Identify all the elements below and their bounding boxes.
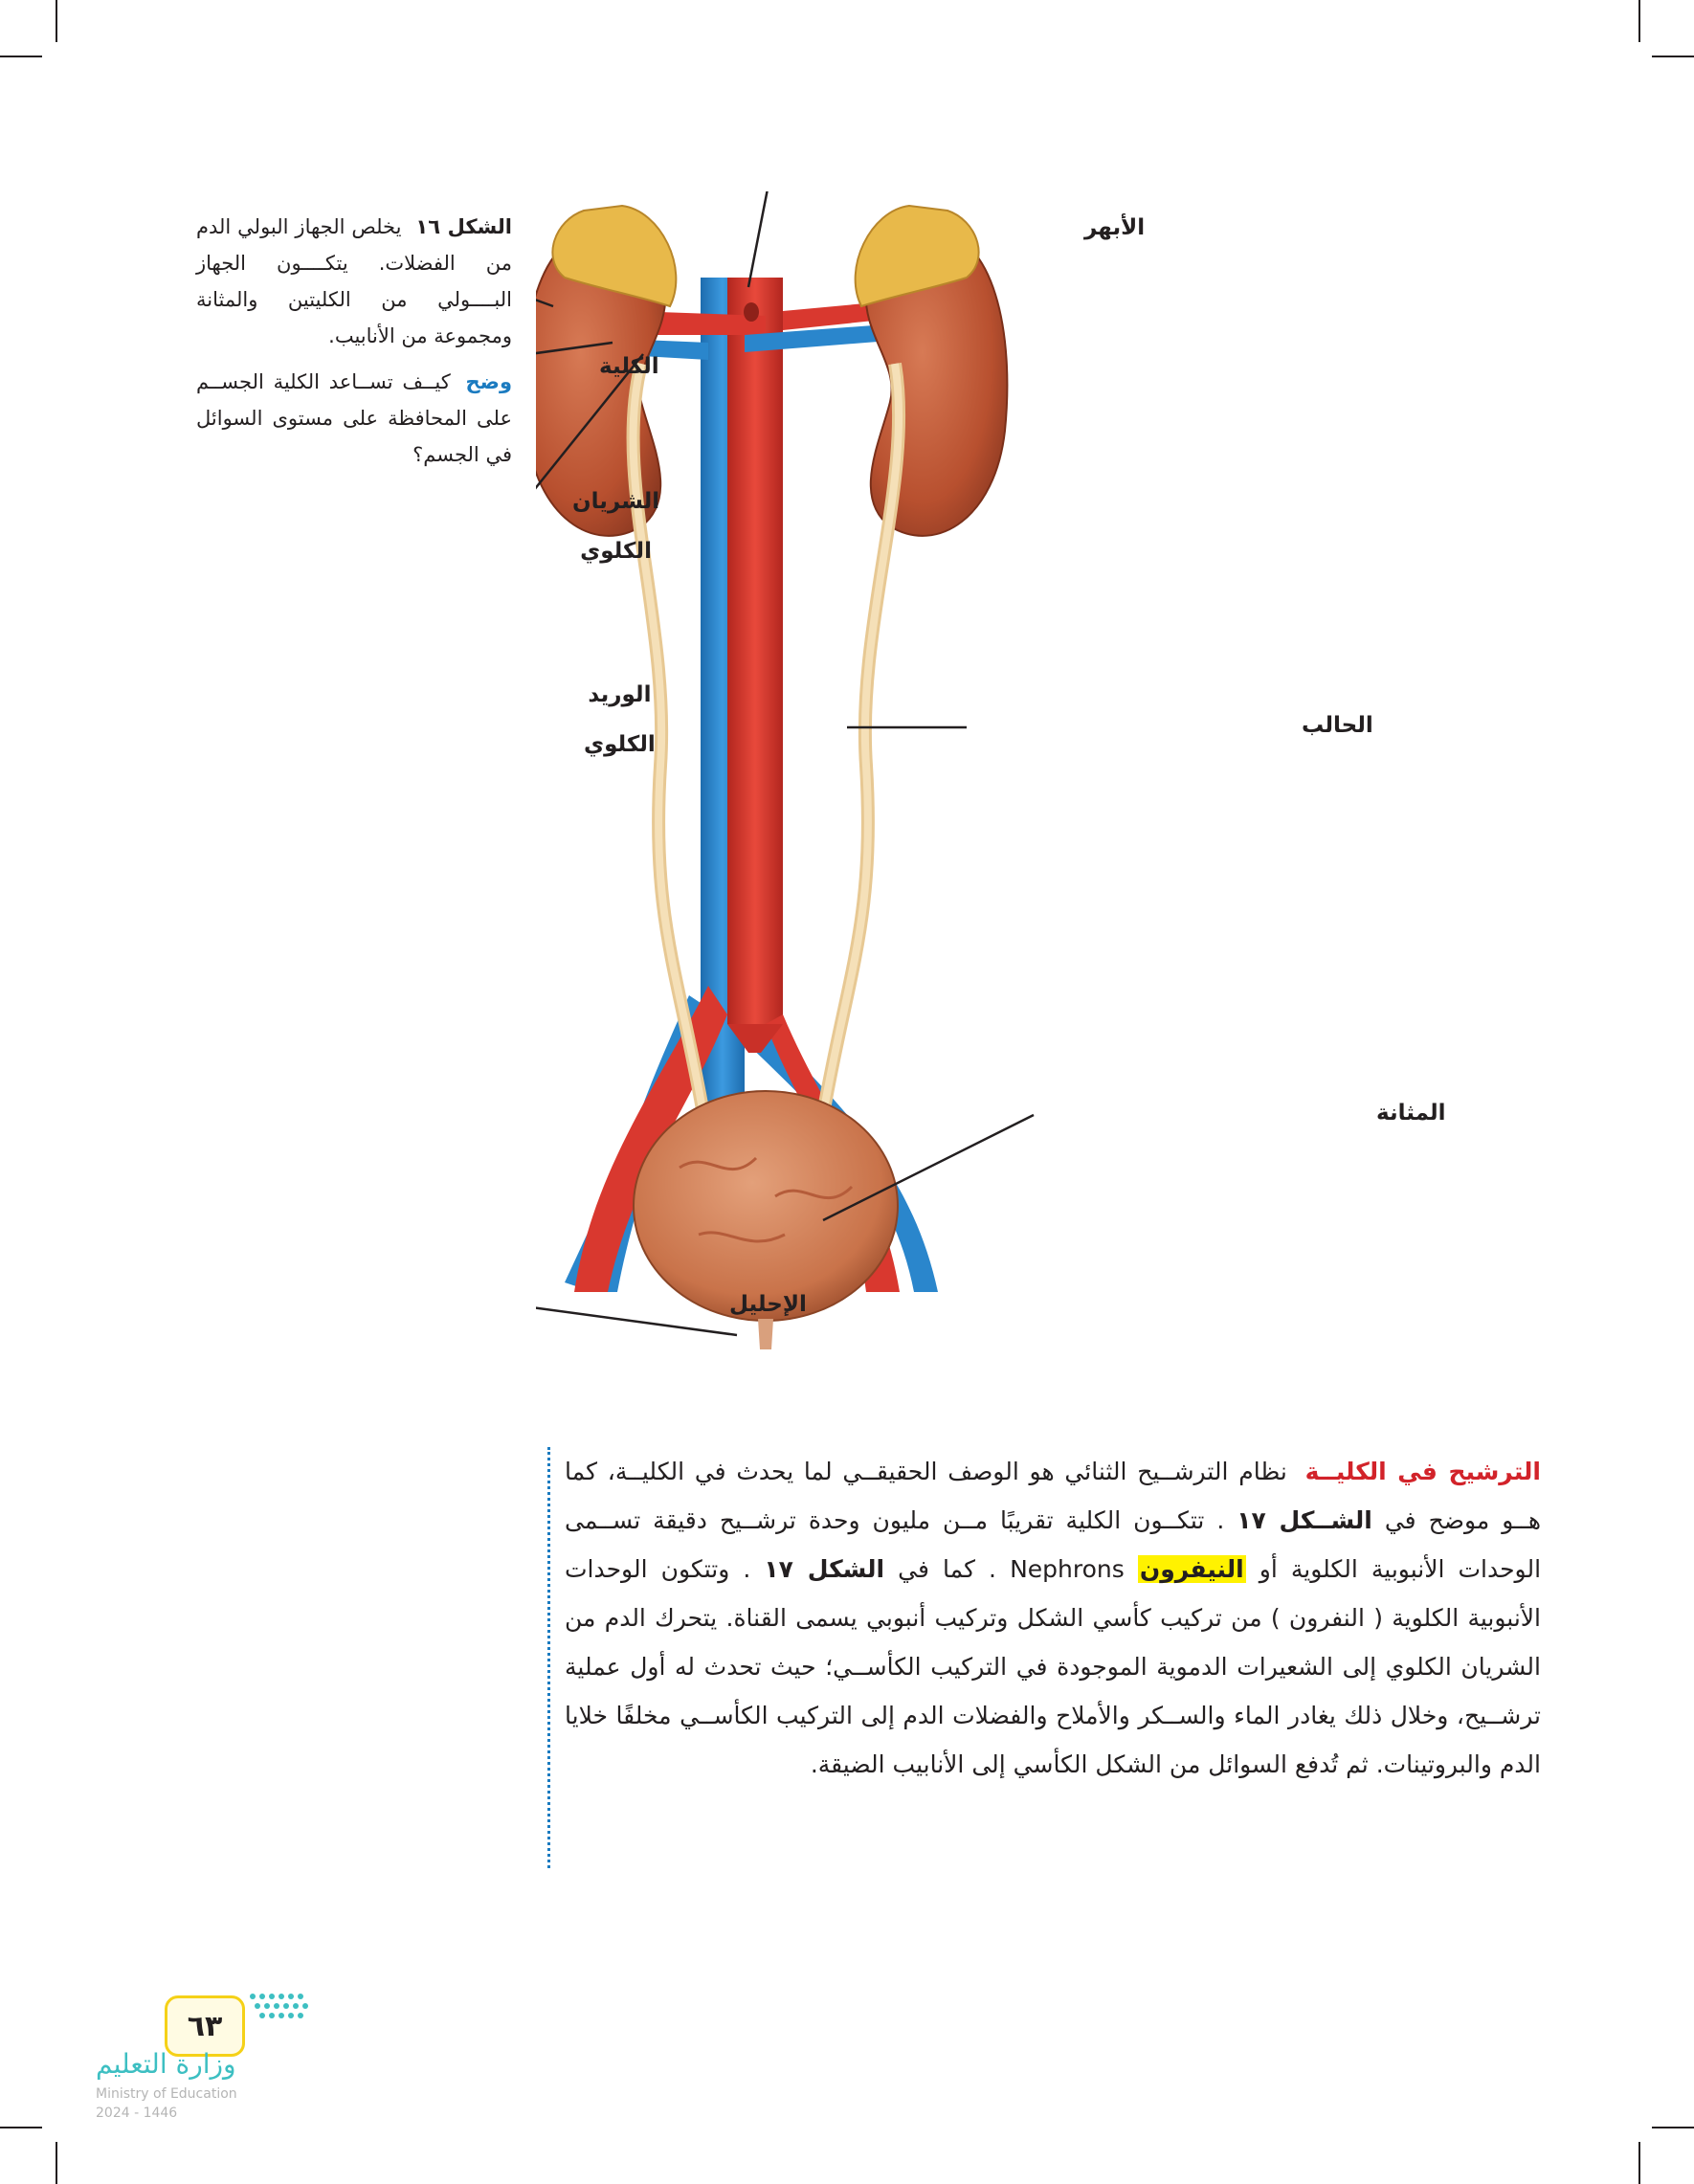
label-renal-vein-line1: الوريد: [588, 682, 652, 707]
crop-mark: [1638, 0, 1640, 42]
label-renal-artery: [572, 477, 659, 576]
crop-mark: [0, 56, 42, 57]
label-aorta: الأبهر: [1084, 215, 1146, 240]
ministry-name-english: Ministry of Education: [96, 2086, 237, 2102]
figure-ref-1: الشــكل ١٧: [1237, 1506, 1372, 1534]
label-renal-vein-line2: الكلوي: [584, 732, 656, 757]
figure-caption: [196, 209, 512, 473]
body-part-3: Nephrons . كما في: [898, 1555, 1125, 1583]
section-divider: [547, 1447, 550, 1868]
label-ureter: الحالب: [1302, 713, 1373, 738]
crop-mark: [1652, 56, 1694, 57]
caption-figure-ref: الشكل ١٦: [415, 215, 512, 238]
caption-text: يخلص الجهاز البولي الدم من الفضلات. يتكــــون الجهاز البــــولي من الكليتين والمثانة ومجموعة من الأنابيب.: [196, 215, 512, 347]
caption-question-text: كيــف تســاعد الكلية الجســم على المحافظة على مستوى السوائل في الجسم؟: [196, 370, 512, 466]
urinary-system-illustration: [536, 191, 1455, 1378]
body-part-2: . تتكــون الكلية تقريبًا مــن مليون وحدة ترشــيح دقيقة تســمى الوحدات الأنبوبية الكلوية أو: [565, 1506, 1542, 1583]
crop-mark: [56, 0, 57, 42]
caption-question-label: وضح: [465, 370, 512, 393]
label-renal-vein: [584, 670, 656, 769]
crop-mark: [1652, 2127, 1694, 2128]
ministry-name-arabic: وزارة التعليم: [96, 2048, 236, 2080]
crop-mark: [0, 2127, 42, 2128]
body-part-4: . وتتكون الوحدات الأنبوبية الكلوية ( النفرون ) من تركيب كأسي الشكل وتركيب أنبوبي يسمى القناة. يتحرك الدم من الشريان الكلوي إلى الشعيرات الدموية الموجودة في التركيب الكأســي؛ حيث تحدث له أول عملية ترشــيح، وخلال ذلك يغادر الماء والســكر والأملاح والفضلات الدم إلى التركيب الكأســي مخلفًا خلايا الدم والبروتينات. ثم تُدفع السوائل من الشكل الكأسي إلى الأنابيب الضيقة.: [565, 1555, 1541, 1778]
section-title: الترشيح في الكليــة: [1304, 1458, 1541, 1485]
crop-mark: [1638, 2142, 1640, 2184]
label-bladder: المثانة: [1376, 1101, 1446, 1125]
body-part-1: نظام الترشــيح الثنائي هو الوصف الحقيقــي لما يحدث في الكليــة، كما هــو موضح في: [565, 1458, 1541, 1534]
label-renal-artery-line2: الكلوي: [580, 539, 652, 564]
edition-year: 2024 - 1446: [96, 2106, 178, 2121]
body-paragraph: [565, 1447, 1541, 1789]
label-kidney: الكلية: [599, 354, 659, 379]
right-kidney: [856, 206, 1008, 536]
figure-ref-2: الشكل ١٧: [764, 1555, 885, 1583]
label-renal-artery-line1: الشريان: [572, 489, 660, 514]
page-number: ٦٣: [165, 1995, 245, 2057]
nephron-highlight: النيفرون: [1139, 1555, 1244, 1583]
label-urethra: الإحليل: [729, 1292, 807, 1317]
crop-mark: [56, 2142, 57, 2184]
